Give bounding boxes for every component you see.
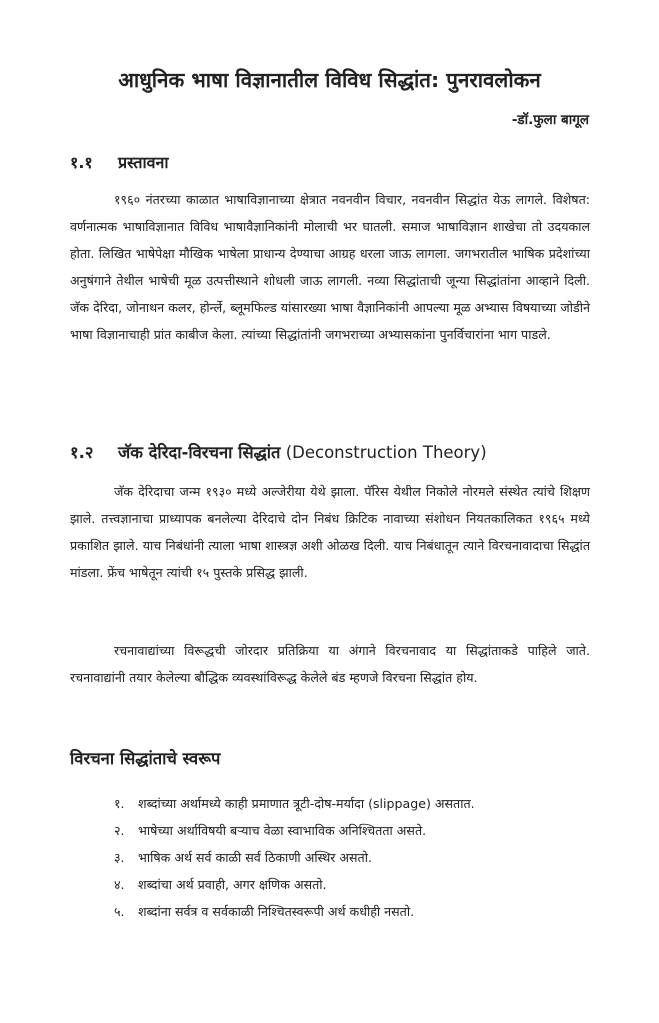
- paragraph: १९६० नंतरच्या काळात भाषाविज्ञानाच्या क्षेत्रात नवनवीन विचार, नवनवीन सिद्धांत येऊ लागले. विशेषत: वर्णनात्मक भाषाविज्ञानात विविध भाषावैज्ञानिकांनी मोलाची भर घातली. समाज भाषाविज्ञान शाखेचा तो उदयकाल होता. लिखित भाषेपेक्षा मौखिक भाषेला प्राधान्य देण्याचा आग्रह धरला जाऊ लागला. जगभरातील भाषिक प्रदेशांच्या अनुषंगाने तेथील भाषेची मूळ उत्पत्तीस्थाने शोधली जाऊ लागली. नव्या सिद्धांताची जून्या सिद्धांतांना आव्हाने दिली. जॅक देरिदा, जोनाथन कलर, होर्न्ले, ब्लूमफिल्ड यांसारख्या भाषा वैज्ञानिकांनी आपल्या मूळ अभ्यास विषयाच्या जोडीने भाषा विज्ञानाचाही प्रांत काबीज केला. त्यांच्या सिद्धांतांनी जगभराच्या अभ्यासकांना पुनर्विचारांना भाग पाडले.: [70, 192, 590, 342]
- section-title: प्रस्तावना: [118, 153, 169, 172]
- list-number: २.: [114, 823, 125, 838]
- subsection-heading: विरचना सिद्धांताचे स्वरूप: [70, 749, 221, 768]
- list-text: शब्दांना सर्वत्र व सर्वकाळी निश्चितस्वरूपी अर्थ कधीही नसतो.: [138, 904, 415, 919]
- section-number: १.१: [70, 153, 93, 172]
- list-item: [114, 817, 475, 844]
- numbered-list: [114, 790, 475, 925]
- list-item: [114, 790, 475, 817]
- section-heading-1-1: [70, 151, 169, 173]
- paragraph: रचनावाद्यांच्या विरूद्धची जोरदार प्रतिक्रिया या अंगाने विरचनावाद या सिद्धांताकडे पाहिले जाते. रचनावाद्यांनी तयार केलेल्या बौद्धिक व्यवस्थांविरूद्ध केलेले बंड म्हणजे विरचना सिद्धांत होय.: [70, 643, 590, 685]
- author-name: -डॉ.फुला बागूल: [511, 112, 589, 128]
- list-number: ४.: [114, 877, 125, 892]
- section-title: जॅक देरिदा-विरचना सिद्धांत: [118, 443, 281, 462]
- section-number: १.२: [70, 443, 94, 462]
- list-item: [114, 898, 475, 925]
- list-number: ३.: [114, 850, 125, 865]
- list-text: भाषेच्या अर्थाविषयी बऱ्याच वेळा स्वाभाविक अनिश्चितता असते.: [138, 823, 427, 838]
- list-text: शब्दांचा अर्थ प्रवाही, अगर क्षणिक असतो.: [138, 877, 327, 892]
- document-title: आधुनिक भाषा विज्ञानातील विविध सिद्धांत: पुनरावलोकन: [118, 68, 541, 92]
- list-number: १.: [114, 796, 125, 811]
- section-heading-1-2: [70, 440, 487, 463]
- list-text: शब्दांच्या अर्थामध्ये काही प्रमाणात त्रूटी-दोष-मर्यादा (slippage) असतात.: [138, 796, 475, 811]
- list-text: भाषिक अर्थ सर्व काळी सर्व ठिकाणी अस्थिर असतो.: [138, 850, 373, 865]
- list-item: [114, 844, 475, 871]
- list-number: ५.: [114, 904, 125, 919]
- list-item: [114, 871, 475, 898]
- paragraph: जॅक देरिदाचा जन्म १९३० मध्ये अल्जेरीया येथे झाला. पॅरिस येथील निकोले नोरमले संस्थेत त्यांचे शिक्षण झाले. तत्त्वज्ञानाचा प्राध्यापक बनलेल्या देरिदाचे दोन निबंध क्रिटिक नावाच्या संशोधन नियतकालिकत १९६५ मध्ये प्रकाशित झाले. याच निबंधांनी त्याला भाषा शास्त्रज्ञ अशी ओळख दिली. याच निबंधातून त्याने विरचनावादाचा सिद्धांत मांडला. फ्रेंच भाषेतून त्यांची १५ पुस्तके प्रसिद्ध झाली.: [70, 484, 590, 580]
- section-title-english: (Deconstruction Theory): [285, 443, 487, 462]
